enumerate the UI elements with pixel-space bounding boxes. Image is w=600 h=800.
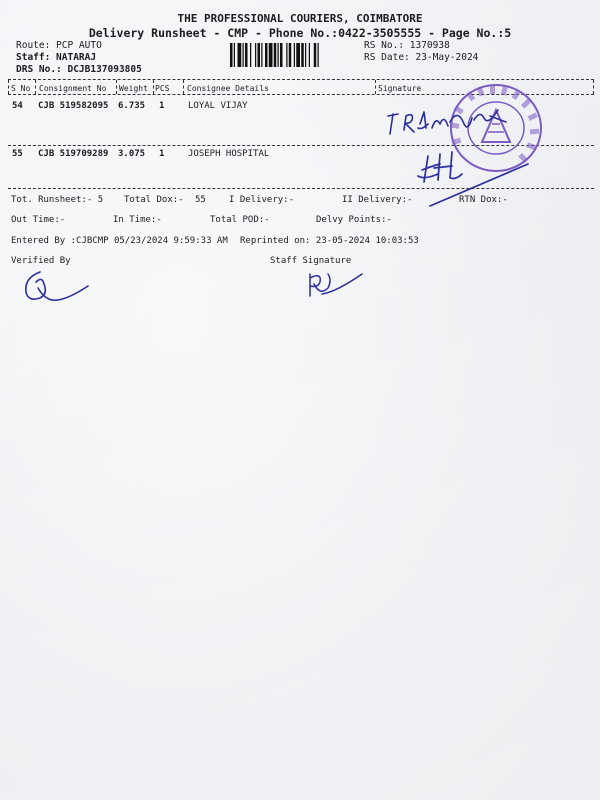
col-divider — [35, 80, 36, 94]
ii-delivery-label: II Delivery:- — [342, 195, 413, 205]
row-sno: 55 — [12, 149, 23, 159]
rs-date: RS Date: 23-May-2024 — [364, 52, 479, 63]
row-consignee: JOSEPH HOSPITAL — [188, 149, 270, 159]
runsheet-subtitle: Delivery Runsheet - CMP - Phone No.:0422-3505555 - Page No.:5 — [88, 26, 512, 40]
reprinted-on: Reprinted on: 23-05-2024 10:03:53 — [240, 236, 419, 246]
entered-by: Entered By :CJBCMP 05/23/2024 9:59:33 AM — [11, 236, 228, 246]
rtn-dox-label: RTN Dox:- — [459, 195, 508, 205]
recipient-signature — [380, 102, 515, 142]
verifier-signature — [18, 268, 96, 308]
row-sno: 54 — [12, 101, 23, 111]
row-consignment: CJB 519709289 — [38, 149, 109, 159]
rs-number: RS No.: 1370938 — [364, 40, 450, 51]
company-name: THE PROFESSIONAL COURIERS, COIMBATORE — [177, 12, 423, 25]
total-runsheet: Tot. Runsheet:- 5 — [11, 195, 104, 205]
row-weight: 3.075 — [118, 149, 146, 159]
verified-by-label: Verified By — [11, 256, 71, 266]
i-delivery-label: I Delivery:- — [229, 195, 295, 205]
row-consignment: CJB 519582095 — [38, 101, 109, 111]
table-top-rule — [8, 79, 594, 80]
col-divider — [593, 80, 594, 94]
staff-label: Staff: NATARAJ — [16, 52, 97, 63]
row-weight: 6.735 — [118, 101, 146, 111]
col-divider — [116, 80, 117, 94]
column-header: S No — [11, 84, 31, 93]
route-label: Route: PCP AUTO — [16, 40, 102, 51]
column-header: Weight — [119, 84, 148, 93]
column-header: PCS — [155, 84, 170, 93]
row-pcs: 1 — [159, 101, 165, 111]
col-divider — [375, 80, 376, 94]
barcode — [230, 43, 354, 67]
in-time-label: In Time:- — [113, 215, 162, 225]
total-pod-label: Total POD:- — [210, 215, 270, 225]
col-divider — [153, 80, 154, 94]
delvy-points-label: Delvy Points:- — [316, 215, 392, 225]
row-consignee: LOYAL VIJAY — [188, 101, 248, 111]
total-dox-label: Total Dox:- — [124, 195, 184, 205]
col-divider — [183, 80, 184, 94]
column-header: Signature — [378, 84, 422, 93]
staff-signature-label: Staff Signature — [270, 256, 352, 266]
out-time-label: Out Time:- — [11, 215, 66, 225]
drs-number: DRS No.: DCJB137093805 — [16, 64, 142, 75]
total-dox-value: 55 — [195, 195, 206, 205]
staff-signature — [302, 266, 366, 302]
col-divider — [8, 80, 9, 94]
column-header: Consignee Details — [187, 84, 269, 93]
hospital-signature — [412, 146, 534, 210]
row-pcs: 1 — [159, 149, 165, 159]
column-header: Consignment No — [39, 84, 107, 93]
